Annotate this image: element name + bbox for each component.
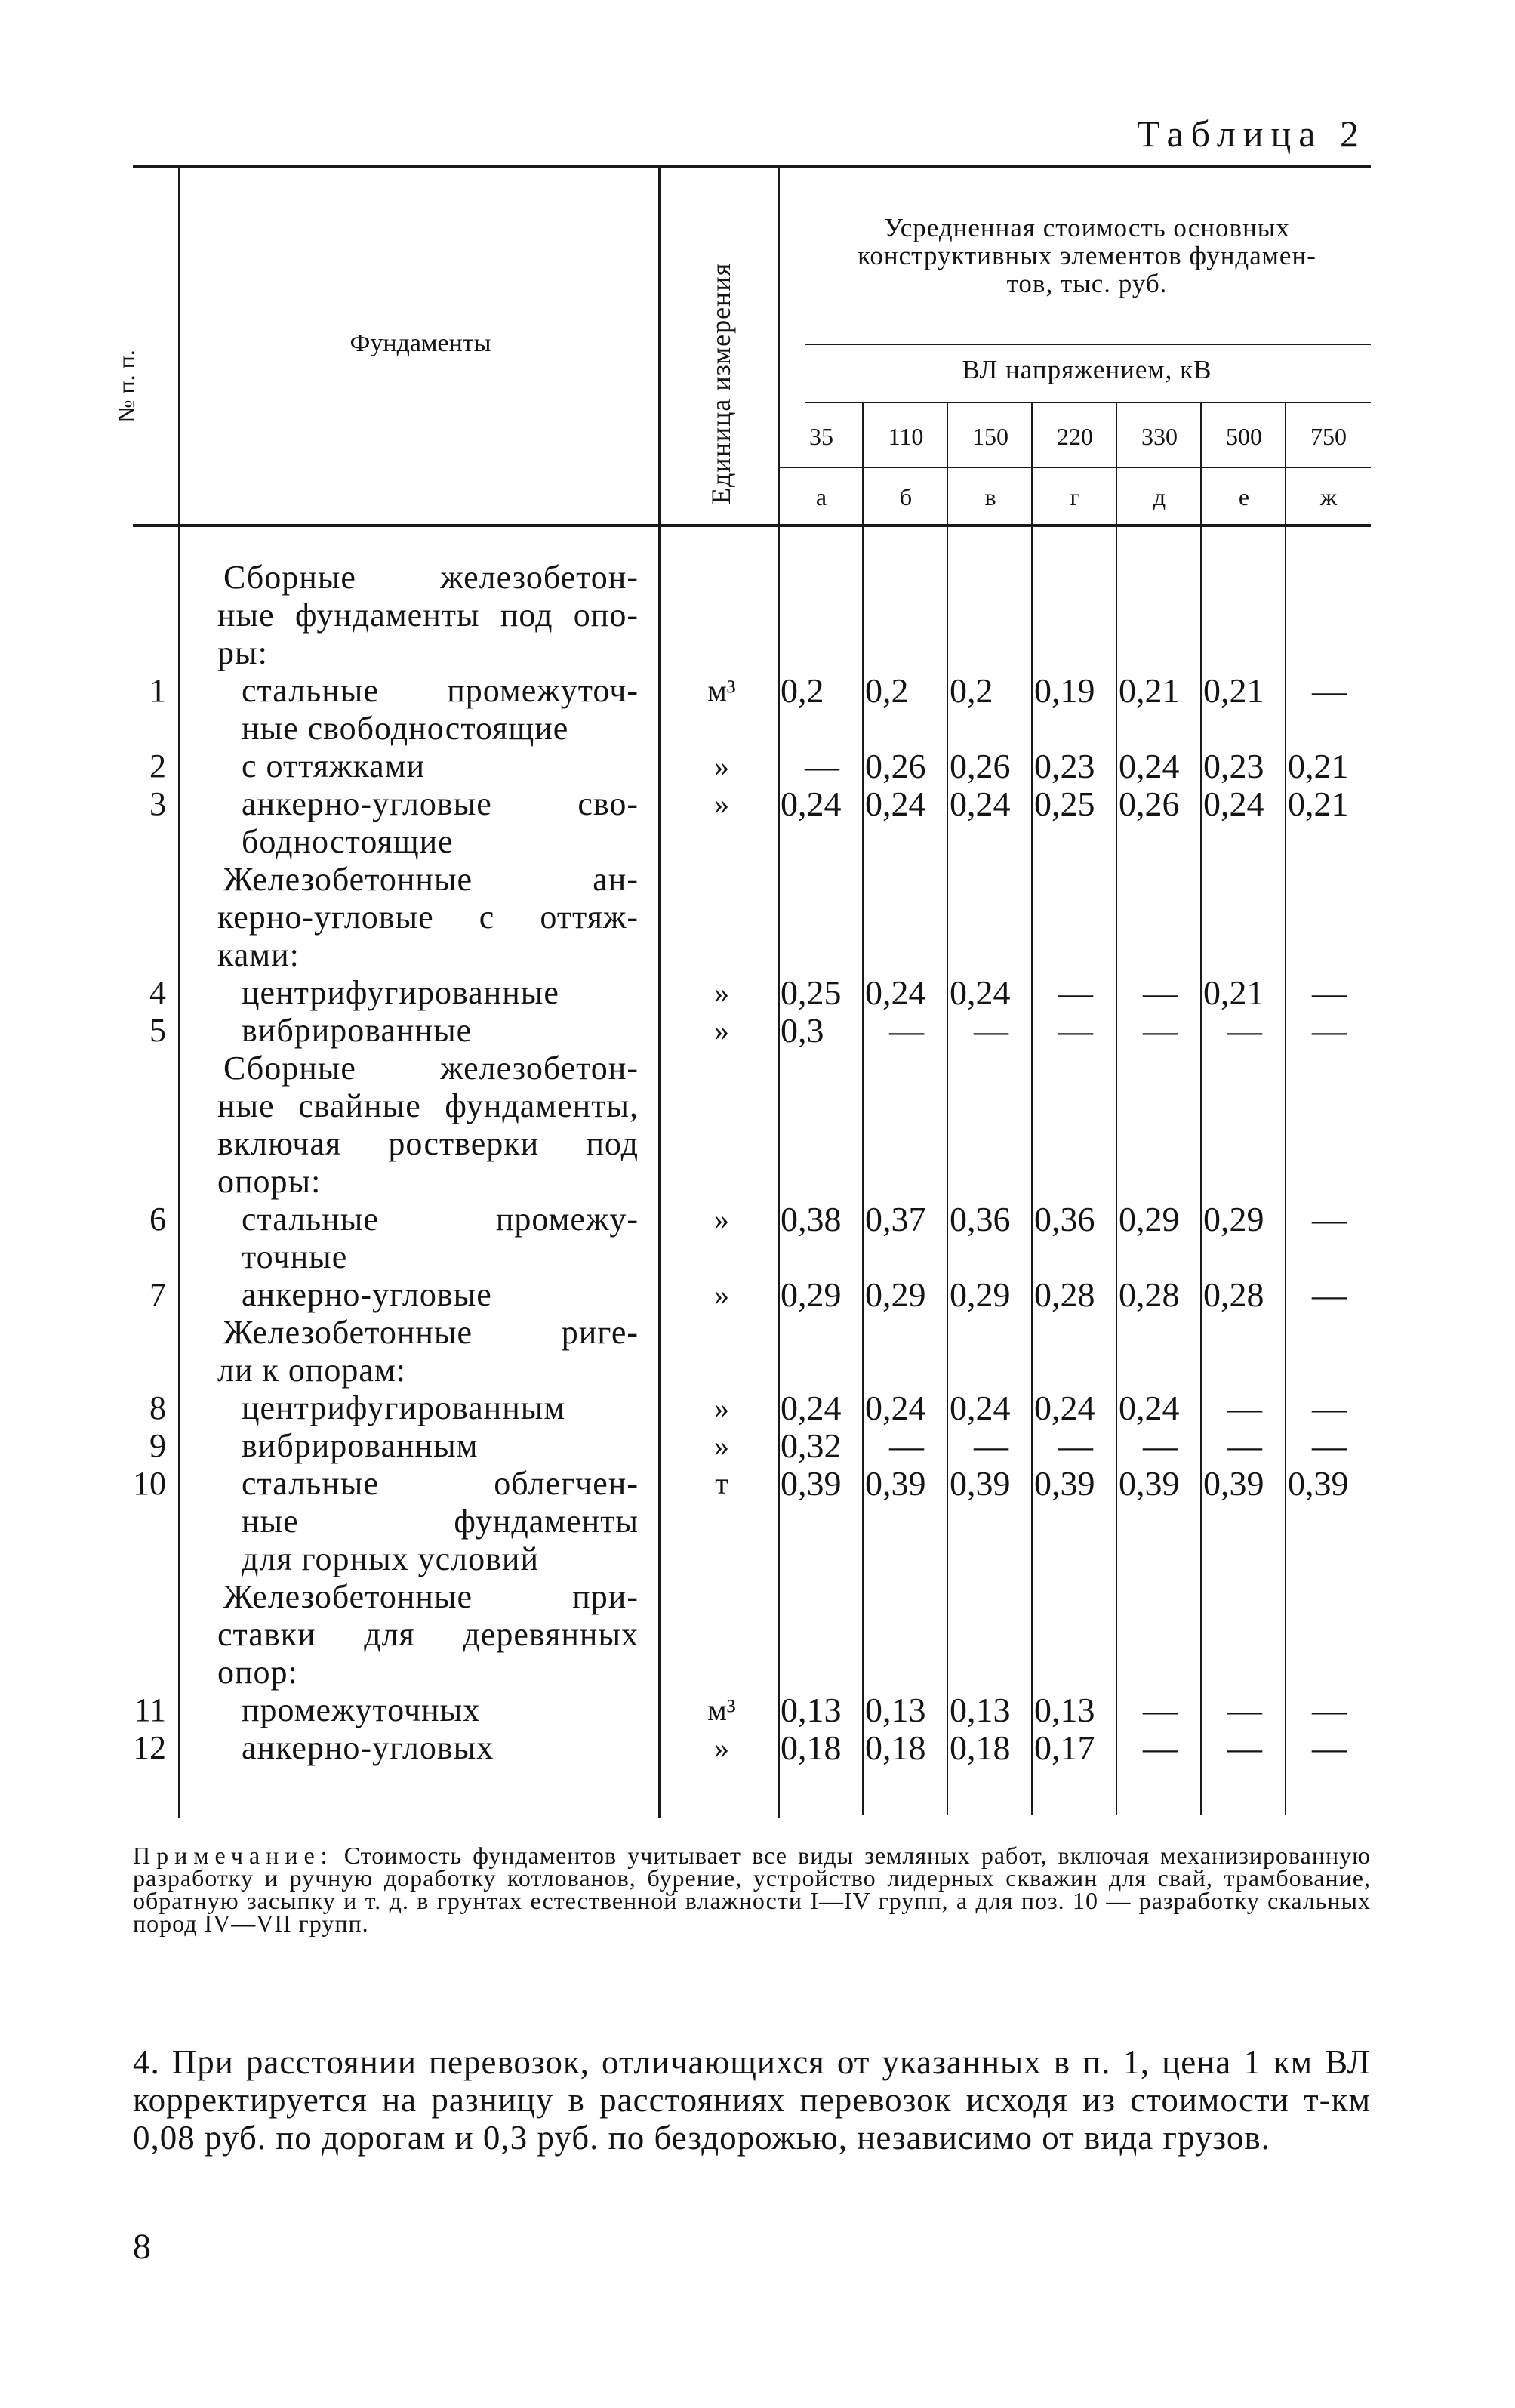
cost-cell: 0,21 xyxy=(1203,973,1264,1012)
header-voltage-220: 220 xyxy=(1057,423,1093,450)
table-note xyxy=(133,1844,1371,1935)
cost-cell: 0,25 xyxy=(1034,785,1095,823)
row-description xyxy=(242,1012,639,1050)
cost-cell: 0,39 xyxy=(781,1464,842,1503)
row-number: 11 xyxy=(134,1691,166,1728)
header-unit: Единица измерения xyxy=(706,262,736,504)
row-description xyxy=(242,785,639,861)
row-number: 2 xyxy=(149,748,166,785)
cost-cell: 0,28 xyxy=(1034,1275,1095,1314)
cost-cell: 0,32 xyxy=(781,1426,842,1465)
cost-cell: 0,24 xyxy=(865,785,926,823)
cost-cell: — xyxy=(1143,1426,1178,1465)
cost-cell: 0,39 xyxy=(1034,1464,1095,1503)
row-unit: т xyxy=(715,1466,728,1500)
row-unit: » xyxy=(714,749,729,783)
row-description xyxy=(242,672,639,748)
row-unit: » xyxy=(714,1202,729,1236)
cost-cell: — xyxy=(889,1011,924,1050)
row-description-line: анкерно-угловые xyxy=(242,1276,492,1313)
group-heading-line: Железобетонные риге- xyxy=(223,1314,639,1351)
cost-cell: — xyxy=(805,747,839,785)
group-heading-line: ками: xyxy=(217,936,300,973)
header-bottom-rule xyxy=(133,524,1371,527)
cost-cell: 0,13 xyxy=(1034,1691,1095,1729)
cost-cell: 0,2 xyxy=(950,671,993,710)
table-top-rule xyxy=(133,165,1371,168)
cost-cell: 0,18 xyxy=(950,1728,1011,1767)
row-description-line: центрифугированные xyxy=(242,974,559,1011)
cost-cell: — xyxy=(1058,1426,1093,1465)
table-label: Таблица 2 xyxy=(1137,113,1366,155)
col-divider-110 xyxy=(862,403,864,1815)
cost-cell: — xyxy=(1312,973,1347,1012)
header-letter: а xyxy=(815,483,827,510)
cost-cell: — xyxy=(1143,1691,1178,1729)
header-voltage-750: 750 xyxy=(1310,423,1347,450)
cost-cell: 0,24 xyxy=(950,785,1011,823)
row-description xyxy=(242,748,639,785)
cost-cell: — xyxy=(1058,1011,1093,1050)
row-description-line: стальные промежу- xyxy=(242,1201,639,1238)
row-unit: м³ xyxy=(707,1693,736,1727)
header-letter: ж xyxy=(1319,483,1338,510)
row-description-line: с оттяжками xyxy=(242,748,426,785)
cost-cell: — xyxy=(1312,1200,1347,1238)
group-heading-line: Сборные железобетон- xyxy=(223,559,639,596)
header-voltage-150: 150 xyxy=(972,423,1008,450)
group-heading-line: Железобетонные при- xyxy=(223,1578,639,1615)
header-letter: б xyxy=(899,483,913,510)
cost-cell: 0,13 xyxy=(781,1691,842,1729)
group-heading-line: Железобетонные ан- xyxy=(223,861,639,898)
cost-cell: 0,29 xyxy=(1203,1200,1264,1238)
header-vl-voltage: ВЛ напряжением, кВ xyxy=(962,355,1212,384)
group-heading xyxy=(217,861,639,974)
cost-cell: 0,2 xyxy=(781,671,824,710)
cost-cell: 0,2 xyxy=(865,671,909,710)
row-number: 4 xyxy=(149,974,166,1011)
group-heading-line: включая ростверки под xyxy=(217,1125,639,1162)
note-text: Стоимость фундаментов учитывает все виды земляных работ, включая механизированную разработку и ручную доработку котлованов, бурение, устройство лидерных скважин для свай, трамбование, обратную засыпку и т. д. в грунтах естественной влажности I—IV групп, а для поз. 10 — разработку скальных пород IV—VII групп. xyxy=(133,1842,1372,1937)
cost-cell: — xyxy=(1143,1728,1178,1767)
cost-cell: 0,18 xyxy=(865,1728,926,1767)
cost-cell: 0,28 xyxy=(1203,1275,1264,1314)
cost-cell: 0,25 xyxy=(781,973,842,1012)
row-description xyxy=(242,1389,639,1427)
header-voltage-330: 330 xyxy=(1141,423,1178,450)
header-cost-line: Усредненная стоимость основных xyxy=(884,213,1290,242)
row-unit: » xyxy=(714,1013,729,1047)
cost-cell: 0,21 xyxy=(1288,785,1349,823)
paragraph-4: 4. При расстоянии перевозок, отличающихся от указанных в п. 1, цена 1 км ВЛ корректируется на разницу в расстояниях перевозок исходя из стоимости т-км 0,08 руб. по дорогам и 0,3 руб. по бездорожью, независимо от вида грузов. xyxy=(133,2043,1371,2157)
cost-cell: — xyxy=(1058,973,1093,1012)
row-unit: » xyxy=(714,976,729,1010)
cost-cell: 0,36 xyxy=(950,1200,1011,1238)
row-description-line: точные xyxy=(242,1238,348,1275)
cost-cell: 0,38 xyxy=(781,1200,842,1238)
group-heading xyxy=(217,1314,639,1389)
cost-cell: 0,39 xyxy=(1119,1464,1180,1503)
header-voltage-110: 110 xyxy=(888,423,924,450)
cost-cell: 0,23 xyxy=(1034,747,1095,785)
group-heading-line: ные фундаменты под опо- xyxy=(217,597,639,634)
cost-cell: 0,23 xyxy=(1203,747,1264,785)
col-divider-500 xyxy=(1200,403,1202,1815)
row-description-line: ные свободностоящие xyxy=(242,710,569,747)
col-divider-num xyxy=(178,168,180,1818)
header-foundations: Фундаменты xyxy=(349,329,491,357)
col-divider-150 xyxy=(947,403,948,1815)
cost-cell: 0,13 xyxy=(950,1691,1011,1729)
cost-cell: — xyxy=(1227,1691,1262,1729)
row-description xyxy=(242,1276,639,1314)
cost-cell: — xyxy=(1227,1011,1262,1050)
cost-cell: — xyxy=(1143,973,1178,1012)
header-voltage-500: 500 xyxy=(1226,423,1262,450)
cost-cell: 0,28 xyxy=(1119,1275,1180,1314)
row-description-line: анкерно-угловые сво- xyxy=(242,785,639,822)
group-heading-line: ные свайные фундаменты, xyxy=(217,1087,639,1124)
row-description-line: вибрированные xyxy=(242,1012,473,1049)
cost-cell: 0,24 xyxy=(781,1389,842,1427)
cost-cell: 0,39 xyxy=(950,1464,1011,1503)
row-number: 8 xyxy=(149,1389,166,1426)
cost-cell: 0,21 xyxy=(1288,747,1349,785)
row-unit: » xyxy=(714,1391,729,1425)
cost-cell: 0,29 xyxy=(1119,1200,1180,1238)
header-cost-title xyxy=(793,214,1381,298)
row-unit: м³ xyxy=(707,674,736,708)
header-letter: е xyxy=(1238,483,1250,510)
page-number: 8 xyxy=(133,2227,151,2267)
row-number: 10 xyxy=(133,1465,166,1502)
group-heading-line: опоры: xyxy=(217,1163,322,1200)
cost-cell: 0,13 xyxy=(865,1691,926,1729)
header-cost-line: конструктивных элементов фундамен- xyxy=(858,241,1316,270)
col-divider-unit xyxy=(778,168,780,1818)
cost-cell: 0,24 xyxy=(865,1389,926,1427)
cost-cell: — xyxy=(1312,1728,1347,1767)
row-description-line: вибрированным xyxy=(242,1427,479,1464)
cost-cell: 0,29 xyxy=(781,1275,842,1314)
header-letter: в xyxy=(984,483,996,510)
note-label: Примечание: xyxy=(133,1842,334,1869)
cost-cell: — xyxy=(1312,1389,1347,1427)
row-description-line: бодностоящие xyxy=(242,823,454,860)
cost-cell: 0,24 xyxy=(1119,1389,1180,1427)
cost-cell: 0,17 xyxy=(1034,1728,1095,1767)
row-description xyxy=(242,1691,639,1729)
row-description-line: анкерно-угловых xyxy=(242,1729,494,1766)
cost-cell: — xyxy=(889,1426,924,1465)
header-cost-line: тов, тыс. руб. xyxy=(1006,269,1168,298)
cost-cell: 0,21 xyxy=(1203,671,1264,710)
header-row-number: № п. п. xyxy=(112,350,140,423)
cost-cell: — xyxy=(974,1426,1008,1465)
col-divider-220 xyxy=(1031,403,1033,1815)
group-heading-line: ли к опорам: xyxy=(217,1352,407,1389)
row-description-line: для горных условий xyxy=(242,1540,539,1577)
cost-cell: — xyxy=(1312,1275,1347,1314)
group-heading-line: ры: xyxy=(217,634,268,671)
row-description-line: ные фундаменты xyxy=(242,1503,639,1540)
cost-cell: 0,24 xyxy=(950,973,1011,1012)
cost-cell: 0,24 xyxy=(1203,785,1264,823)
row-number: 6 xyxy=(149,1201,166,1238)
cost-cell: 0,24 xyxy=(781,785,842,823)
row-description xyxy=(242,1427,639,1465)
cost-cell: 0,29 xyxy=(950,1275,1011,1314)
row-number: 12 xyxy=(133,1729,166,1766)
cost-cell: — xyxy=(1227,1389,1262,1427)
cost-cell: 0,24 xyxy=(865,973,926,1012)
group-heading-line: ставки для деревянных xyxy=(217,1616,639,1653)
cost-cell: 0,26 xyxy=(950,747,1011,785)
row-unit: » xyxy=(714,1731,729,1765)
col-divider-330 xyxy=(1116,403,1117,1815)
row-description xyxy=(242,1201,639,1276)
row-description xyxy=(242,974,639,1012)
cost-cell: 0,19 xyxy=(1034,671,1095,710)
row-number: 9 xyxy=(149,1427,166,1464)
row-unit: » xyxy=(714,787,729,821)
cost-cell: — xyxy=(1312,1691,1347,1729)
cost-header-rule xyxy=(805,344,1371,345)
group-heading-line: Сборные железобетон- xyxy=(223,1050,639,1087)
row-unit: » xyxy=(714,1429,729,1463)
cost-cell: — xyxy=(974,1011,1008,1050)
col-divider-name xyxy=(658,168,661,1818)
cost-cell: 0,39 xyxy=(865,1464,926,1503)
cost-cell: 0,24 xyxy=(1119,747,1180,785)
group-heading xyxy=(217,1578,639,1691)
cost-cell: — xyxy=(1312,1011,1347,1050)
group-heading xyxy=(217,559,639,672)
row-description-line: промежуточных xyxy=(242,1691,481,1728)
row-number: 5 xyxy=(149,1012,166,1049)
cost-cell: 0,26 xyxy=(865,747,926,785)
cost-cell: 0,24 xyxy=(950,1389,1011,1427)
cost-cell: 0,26 xyxy=(1119,785,1180,823)
col-divider-750 xyxy=(1285,403,1286,1815)
row-description xyxy=(242,1465,639,1578)
cost-cell: 0,39 xyxy=(1288,1464,1349,1503)
row-unit: » xyxy=(714,1278,729,1312)
cost-cell: — xyxy=(1312,671,1347,710)
header-voltage-35: 35 xyxy=(809,423,833,450)
row-description-line: центрифугированным xyxy=(242,1389,566,1426)
cost-cell: 0,3 xyxy=(781,1011,824,1050)
cost-cell: 0,37 xyxy=(865,1200,926,1238)
cost-cell: — xyxy=(1143,1011,1178,1050)
cost-cell: 0,21 xyxy=(1119,671,1180,710)
row-description-line: стальные промежуточ- xyxy=(242,672,639,709)
cost-cell: 0,29 xyxy=(865,1275,926,1314)
cost-cell: 0,36 xyxy=(1034,1200,1095,1238)
cost-cell: — xyxy=(1312,1426,1347,1465)
row-number: 1 xyxy=(149,672,166,709)
row-description xyxy=(242,1729,639,1767)
header-letter: г xyxy=(1070,483,1080,510)
group-heading-line: керно-угловые с оттяж- xyxy=(217,899,639,936)
cost-cell: — xyxy=(1227,1426,1262,1465)
cost-cell: 0,24 xyxy=(1034,1389,1095,1427)
row-description-line: стальные облегчен- xyxy=(242,1465,639,1502)
group-heading xyxy=(217,1050,639,1201)
row-number: 7 xyxy=(149,1276,166,1313)
cost-cell: — xyxy=(1227,1728,1262,1767)
group-heading-line: опор: xyxy=(217,1654,298,1691)
row-number: 3 xyxy=(149,785,166,822)
cost-cell: 0,18 xyxy=(781,1728,842,1767)
cost-cell: 0,39 xyxy=(1203,1464,1264,1503)
header-letter: д xyxy=(1153,483,1166,510)
voltage-rule xyxy=(778,467,1371,468)
